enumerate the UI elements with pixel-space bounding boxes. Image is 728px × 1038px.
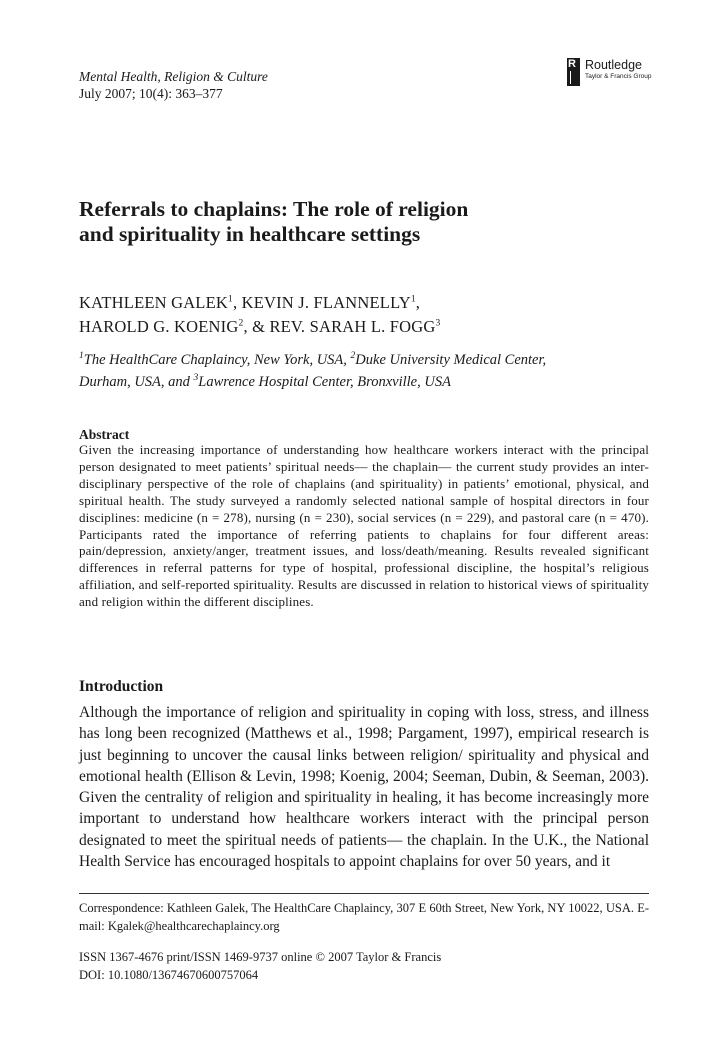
publisher-logo: [567, 58, 651, 90]
journal-name: Mental Health, Religion & Culture: [79, 69, 268, 84]
publication-info: [79, 948, 441, 984]
footnote-divider: [79, 893, 649, 894]
doi-line: DOI: 10.1080/13674670600757064: [79, 968, 259, 982]
author-name: KATHLEEN GALEK: [79, 293, 228, 312]
author-name: REV. SARAH L. FOGG: [269, 317, 436, 336]
introduction-text: Although the importance of religion and spirituality in coping with loss, stress, and illness has long been recognized (Matthews et al., 1998; Pargament, 1997), empirical research is just beginning to uncover the causal links between religion/ spirituality and physical and emotional health (Ellison & Levin, 1998; Koenig, 2004; Seeman, Dubin, & Seeman, 2003). Given the centrality of religion and spirituality in healing, it has become increasingly more important to understand how healthcare workers interact with the principal person designated to meet the spiritual needs of patients— the chaplain. In the U.K., the National Health Service has encouraged hospitals to appoint chaplains for over 50 years, and it: [79, 704, 649, 871]
affiliations: $^1$The HealthCare Chaplaincy, New York, USA, $^2$Duke University Medical Center, Durham, USA, and $^3$Lawrence Hospital Center, Bronxville, USA: [79, 351, 547, 390]
author-name: HAROLD G. KOENIG: [79, 317, 239, 336]
abstract-text: Given the increasing importance of understanding how healthcare workers interact with the principal person designated to meet patients’ spiritual needs— the chaplain— the current study provides an inter-disciplinary perspective of the role of chaplains (and spirituality) in patients’ emotional, physical, and spiritual health. The study surveyed a randomly selected national sample of hospital directors in four disciplines: medicine (n = 278), nursing (n = 230), social services (n = 229), and pastoral care (n = 470). Participants rated the importance of referring patients to chaplains for four different areas: pain/depression, anxiety/anger, treatment issues, and loss/death/meaning. Results revealed significant differences in referral patterns for type of hospital, professional discipline, the hospital’s religious affiliation, and self-reported spirituality. Results are discussed in relation to historical views of spirituality and religion within the different disciplines.: [79, 442, 649, 610]
abstract-heading: Abstract: [79, 427, 130, 442]
issn-line: ISSN 1367-4676 print/ISSN 1469-9737 online © 2007 Taylor & Francis: [79, 950, 442, 964]
author-name: KEVIN J. FLANNELLY: [241, 293, 411, 312]
correspondence-note: Correspondence: Kathleen Galek, The HealthCare Chaplaincy, 307 E 60th Street, New York, NY 10022, USA. E-mail: Kgalek@healthcarechaplaincy.org: [79, 901, 649, 933]
publisher-brand: Routledge: [585, 58, 642, 72]
routledge-r-icon: R: [567, 58, 580, 86]
journal-issue: July 2007; 10(4): 363–377: [79, 86, 223, 101]
author-list: KATHLEEN GALEK$^1$, KEVIN J. FLANNELLY$^1$, HAROLD G. KOENIG$^2$, & REV. SARAH L. FOGG$^3$: [79, 293, 441, 336]
journal-citation: [79, 68, 268, 102]
introduction-heading: Introduction: [79, 678, 164, 695]
publisher-group: Taylor & Francis Group: [585, 73, 652, 80]
article-title: Referrals to chaplains: The role of religion and spirituality in healthcare settings: [79, 197, 469, 246]
